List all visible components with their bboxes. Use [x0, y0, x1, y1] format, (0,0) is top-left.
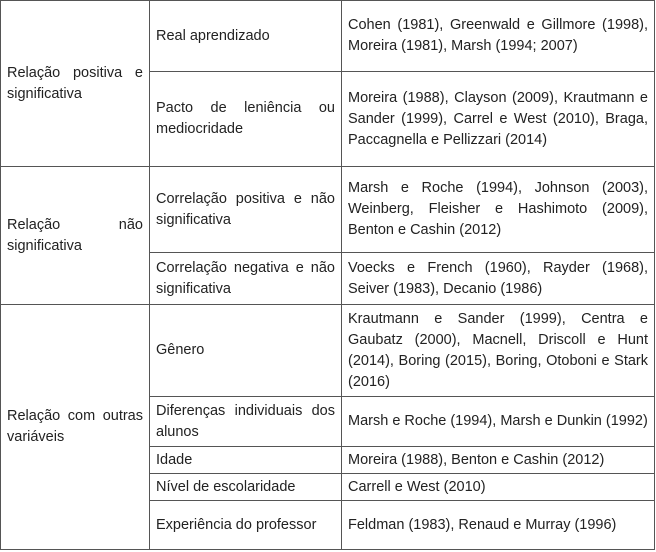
category-cell: Relação positiva e significativa [1, 1, 150, 167]
table-row [1, 1, 655, 72]
subcategory-cell: Correlação positiva e não significativa [150, 167, 342, 253]
references-cell: Krautmann e Sander (1999), Centra e Gaubatz (2000), Macnell, Driscoll e Hunt (2014), Boring (2015), Boring, Otoboni e Stark (2016) [342, 305, 655, 397]
table-row [1, 167, 655, 253]
subcategory-cell: Diferenças individuais dos alunos [150, 397, 342, 447]
table-row [1, 305, 655, 397]
references-cell: Cohen (1981), Greenwald e Gillmore (1998), Moreira (1981), Marsh (1994; 2007) [342, 1, 655, 72]
category-cell: Relação não significativa [1, 167, 150, 305]
subcategory-cell: Real aprendizado [150, 1, 342, 72]
references-cell: Moreira (1988), Benton e Cashin (2012) [342, 447, 655, 474]
subcategory-cell: Pacto de leniência ou mediocridade [150, 72, 342, 167]
subcategory-cell: Gênero [150, 305, 342, 397]
subcategory-cell: Correlação negativa e não significativa [150, 253, 342, 305]
references-cell: Carrell e West (2010) [342, 474, 655, 501]
subcategory-cell: Experiência do professor [150, 501, 342, 550]
references-cell: Feldman (1983), Renaud e Murray (1996) [342, 501, 655, 550]
references-cell: Moreira (1988), Clayson (2009), Krautmann e Sander (1999), Carrel e West (2010), Braga, Paccagnella e Pellizzari (2014) [342, 72, 655, 167]
subcategory-cell: Idade [150, 447, 342, 474]
references-cell: Marsh e Roche (1994), Johnson (2003), Weinberg, Fleisher e Hashimoto (2009), Benton e Cashin (2012) [342, 167, 655, 253]
references-cell: Marsh e Roche (1994), Marsh e Dunkin (1992) [342, 397, 655, 447]
category-cell: Relação com outras variáveis [1, 305, 150, 550]
subcategory-cell: Nível de escolaridade [150, 474, 342, 501]
references-cell: Voecks e French (1960), Rayder (1968), Seiver (1983), Decanio (1986) [342, 253, 655, 305]
